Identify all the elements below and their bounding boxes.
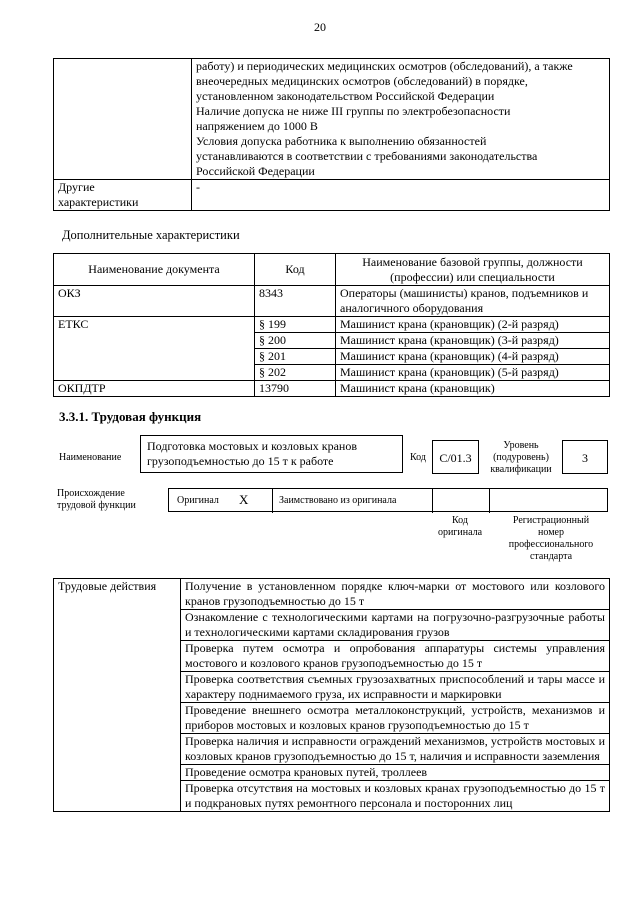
labor-action-item: Проверка наличия и исправности ограждений механизмов, устройств мостовых и козловых кранов грузоподъемностью до 15 т, наличия и исправности заземления (181, 734, 610, 765)
level-label (484, 440, 558, 476)
code-cell: § 201 (255, 349, 336, 365)
page-number: 20 (314, 20, 326, 34)
original-code-label (430, 515, 490, 539)
text-line: устанавливаются в соответствии с требованиями законодательства (196, 149, 538, 163)
function-name-box (140, 435, 403, 473)
labor-action-item: Проверка соответствия съемных грузозахватных приспособлений и тары массе и характеру поднимаемого груза, их исправности и маркировки (181, 672, 610, 703)
text-line: Условия допуска работника к выполнению обязанностей (196, 134, 487, 148)
text-line: Наличие допуска не ниже III группы по электробезопасности (196, 104, 511, 118)
other-characteristics-label (54, 180, 192, 211)
section-title: 3.3.1. Трудовая функция (59, 409, 202, 424)
divider (489, 489, 490, 513)
code-cell: § 202 (255, 365, 336, 381)
table-row (54, 59, 610, 180)
function-code-box: C/01.3 (432, 440, 479, 474)
column-header: Наименование базовой группы, должности (профессии) или специальности (336, 254, 610, 286)
name-cell: Машинист крана (крановщик) (336, 381, 610, 397)
table-row (54, 381, 610, 397)
labor-action-item: Проведение осмотра крановых путей, троллеев (181, 765, 610, 781)
labor-action-item: Ознакомление с технологическими картами на погрузочно-разгрузочные работы и технологическими картами складирования грузов (181, 610, 610, 641)
text-line: Происхождение (57, 488, 125, 499)
additional-characteristics-table (53, 253, 610, 397)
original-mark: X (239, 492, 249, 507)
level-value-box: 3 (562, 440, 608, 474)
other-characteristics-value: - (192, 180, 610, 211)
additional-characteristics-title: Дополнительные характеристики (62, 228, 240, 242)
origin-row (168, 488, 608, 512)
code-cell: 13790 (255, 381, 336, 397)
text-line: Российской Федерации (196, 164, 315, 178)
doc-cell: ЕТКС (54, 317, 255, 381)
text-line: напряжением до 1000 В (196, 119, 318, 133)
text-line: номер (538, 527, 564, 538)
table-row (54, 180, 610, 211)
divider (272, 489, 273, 513)
text-line: установленном законодательством Российской Федерации (196, 89, 495, 103)
text-line: Другие (58, 180, 95, 194)
text-line: (подуровень) (493, 452, 549, 463)
text-line: внеочередных медицинских осмотров (обследований) в порядке, (196, 74, 528, 88)
code-cell: § 200 (255, 333, 336, 349)
labor-actions-label: Трудовые действия (54, 579, 181, 812)
name-cell: Машинист крана (крановщик) (4-й разряд) (336, 349, 610, 365)
column-header: Наименование документа (54, 254, 255, 286)
name-cell: Машинист крана (крановщик) (5-й разряд) (336, 365, 610, 381)
labor-action-item: Проверка путем осмотра и опробования аппаратуры системы управления мостового и козлового кранов грузоподъемностью до 15 т (181, 641, 610, 672)
labor-action-item: Проведение внешнего осмотра металлоконструкций, устройств, механизмов и приборов мостовых и козловых кранов грузоподъемностью до 15 т (181, 703, 610, 734)
table-row (54, 579, 610, 610)
text-line: грузоподъемностью до 15 т к работе (147, 454, 334, 468)
origin-label (57, 488, 136, 512)
table-row (54, 317, 610, 333)
name-cell: Операторы (машинисты) кранов, подъемников и аналогичного оборудования (336, 286, 610, 317)
text-line: работу) и периодических медицинских осмотров (обследований), а также (196, 59, 573, 73)
table-cell-empty (54, 59, 192, 180)
borrowed-label: Заимствовано из оригинала (279, 495, 397, 506)
doc-cell: ОКЗ (54, 286, 255, 317)
text-line: характеристики (58, 195, 139, 209)
text-line: квалификации (490, 464, 552, 475)
requirements-text (192, 59, 610, 180)
labor-actions-table (53, 578, 610, 812)
name-label: Наименование (59, 452, 122, 463)
text-line: оригинала (437, 527, 483, 538)
table-header-row (54, 254, 610, 286)
doc-cell: ОКПДТР (54, 381, 255, 397)
table-row (54, 286, 610, 317)
labor-action-item: Получение в установленном порядке ключ-марки от мостового или козлового кранов грузоподъемностью до 15 т (181, 579, 610, 610)
text-line: трудовой функции (57, 500, 136, 511)
text-line: стандарта (529, 551, 573, 562)
text-line: Подготовка мостовых и козловых кранов (147, 439, 357, 453)
labor-action-item: Проверка отсутствия на мостовых и козловых кранах грузоподъемностью до 15 т и подкрановых путях ремонтного персонала и посторонних лиц (181, 781, 610, 812)
text-line: Уровень (503, 440, 539, 451)
text-line: Код (452, 515, 468, 526)
name-cell: Машинист крана (крановщик) (3-й разряд) (336, 333, 610, 349)
registration-number-label (494, 515, 608, 563)
code-cell: 8343 (255, 286, 336, 317)
name-cell: Машинист крана (крановщик) (2-й разряд) (336, 317, 610, 333)
code-cell: § 199 (255, 317, 336, 333)
divider (432, 489, 433, 513)
text-line: профессионального (508, 539, 594, 550)
code-label: Код (410, 452, 426, 463)
requirements-table (53, 58, 610, 211)
original-label: Оригинал (177, 495, 219, 506)
column-header: Код (255, 254, 336, 286)
text-line: Регистрационный (512, 515, 590, 526)
